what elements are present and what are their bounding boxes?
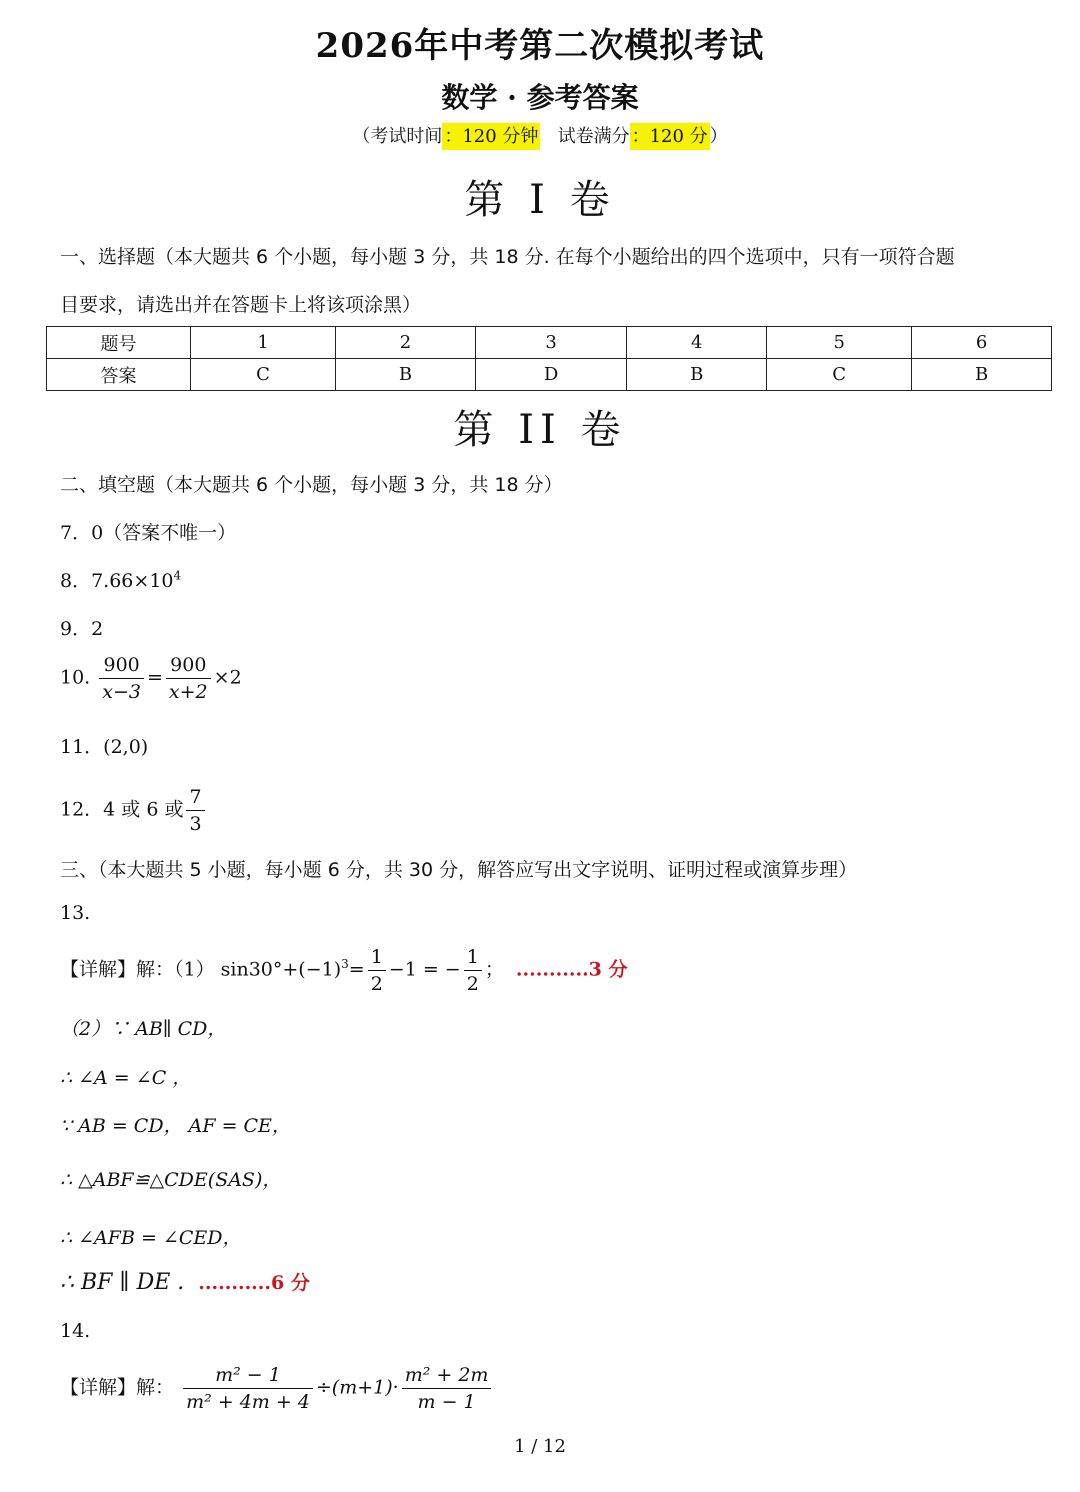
q13-conclusion: ∴ BF ∥ DE . [60,1270,185,1295]
answer-8-base: 7.66×10 [91,570,174,592]
table-row [47,359,1052,391]
table-cell: 1 [191,327,336,359]
q13-line-3: ∴ ∠A = ∠C ， [60,1067,192,1089]
table-cell: C [767,359,912,391]
answer-10 [60,652,242,705]
table-cell: C [191,359,336,391]
section-1-line-2: 目要求，请选出并在答题卡上将该项涂黑） [60,294,422,316]
q14-mid: ÷(m+1)· [315,1376,399,1399]
time-value: ：120 分钟 [442,123,540,150]
page-title: 2026年中考第二次模拟考试 [315,26,765,66]
q14-part-1 [60,1362,494,1415]
answer-8-label: 8． [60,570,92,592]
answer-10-label: 10. [60,666,91,689]
table-cell: D [475,359,627,391]
section-1-line-1: 一、选择题（本大题共 6 个小题，每小题 3 分，共 18 分. 在每个小题给出的四个选项中，只有一项符合题 [60,246,955,268]
q13-mid: −1 = − [388,958,461,981]
volume-1-heading: 第 I 卷 [464,177,616,223]
fraction-denominator: m − 1 [417,1391,476,1413]
answer-10-tail: ×2 [213,666,242,689]
score-value: ：120 分 [630,123,710,150]
time-prefix: （考试时间 [352,126,443,147]
table-cell: B [627,359,767,391]
answer-8-exp: 4 [173,568,182,583]
table-header-cell: 题号 [47,327,191,359]
q13-part-1 [60,944,628,997]
answer-8 [60,566,181,593]
equals-sign: = [147,666,163,689]
table-cell: B [336,359,476,391]
q13-line-2: （2）∵ AB∥ CD， [60,1018,227,1040]
fraction-numerator: m² − 1 [183,1362,313,1389]
section-2-heading: 二、填空题（本大题共 6 个小题，每小题 3 分，共 18 分） [60,474,563,496]
table-cell: B [912,359,1052,391]
q13-line-6: ∴ ∠AFB = ∠CED， [60,1227,242,1249]
fraction-denominator: m² + 4m + 4 [186,1391,310,1413]
answer-11: 11．(2,0) [60,736,149,758]
semicolon: ； [484,958,504,981]
score-prefix: 试卷满分 [557,126,630,147]
table-cell: 6 [912,327,1052,359]
fraction-denominator: 3 [189,813,202,835]
info-close: ） [709,126,728,147]
score-marker: ...........6 分 [198,1272,310,1294]
fraction-numerator: 900 [99,652,144,679]
fraction-denominator: x−3 [102,681,141,703]
fraction-numerator: 900 [166,652,211,679]
q13-exp: 3 [341,957,349,972]
question-13-number: 13. [60,902,91,924]
fraction-numerator: 7 [186,784,204,811]
table-cell: 5 [767,327,912,359]
table-cell: 4 [627,327,767,359]
answer-12 [60,784,208,837]
q13-prefix: 【详解】解：（1） sin30°+(−1) [60,958,342,981]
table-cell: 2 [336,327,476,359]
table-row [47,327,1052,359]
page-subtitle: 数学 · 参考答案 [441,81,639,114]
q14-prefix: 【详解】解： [60,1376,175,1399]
page-number: 1 / 12 [514,1436,566,1457]
score-marker: ...........3 分 [515,958,628,981]
section-3-heading: 三、（本大题共 5 小题，每小题 6 分，共 30 分，解答应写出文字说明、证明过程或演算步理） [60,859,858,881]
answer-9: 9．2 [60,618,104,640]
fraction-numerator: 1 [368,944,386,971]
answer-12-label: 12．4 或 6 或 [60,798,184,821]
q13-line-7 [60,1268,310,1295]
fraction-denominator: 2 [370,973,383,995]
q13-line-4: ∵ AB = CD， AF = CE， [60,1115,291,1137]
equals-sign: = [348,958,365,981]
fraction-numerator: 1 [464,944,482,971]
question-14-number: 14. [60,1320,91,1342]
table-header-cell: 答案 [47,359,191,391]
answer-7: 7．0（答案不唯一） [60,522,237,544]
fraction-denominator: x+2 [168,681,208,703]
volume-2-heading: 第 II 卷 [453,407,627,453]
fraction-numerator: m² + 2m [402,1362,492,1389]
q13-line-5: ∴ △ABF≌△CDE(SAS)， [60,1169,282,1191]
answer-table [46,326,1052,391]
fraction-denominator: 2 [466,973,479,995]
exam-info [0,122,1080,148]
table-cell: 3 [475,327,627,359]
